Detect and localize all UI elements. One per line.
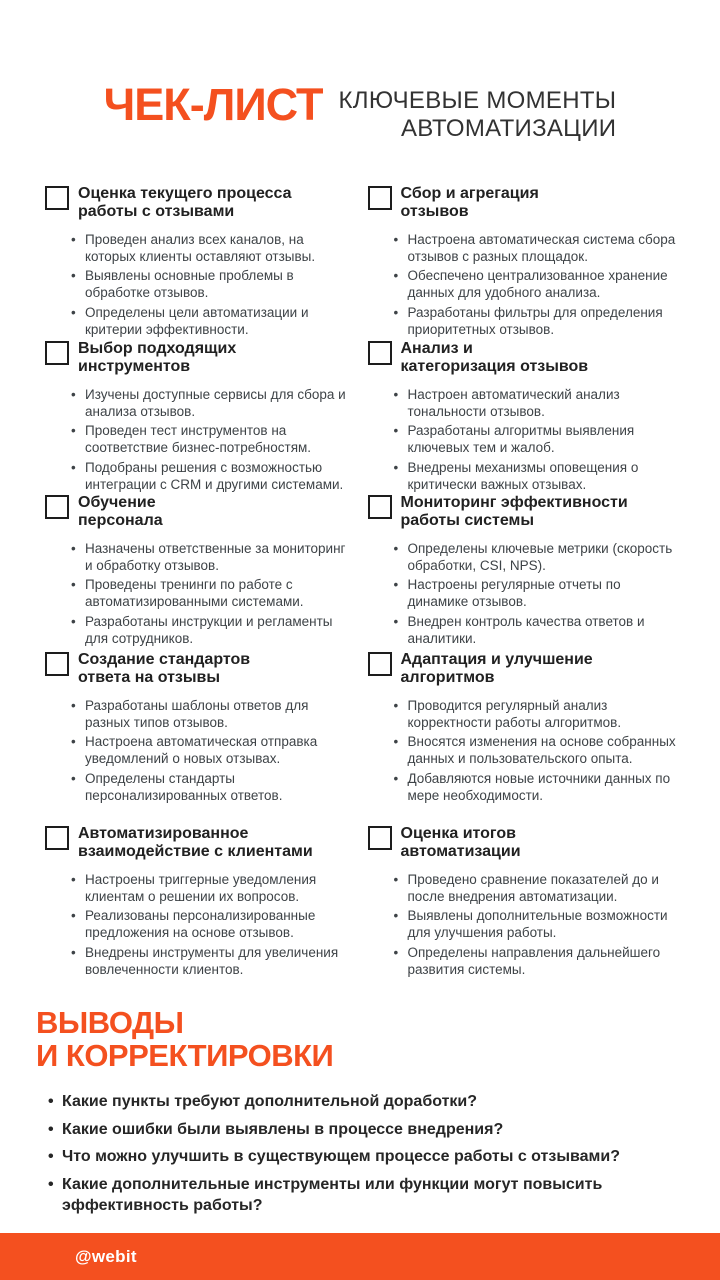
bullet: • Обеспечено централизованное хранение данных для удобного анализа. <box>408 268 679 301</box>
conclusions-title-line: ВЫВОДЫ <box>36 1005 184 1041</box>
title-line: работы системы <box>400 512 535 530</box>
page-header <box>0 0 720 143</box>
title-line: отзывов <box>400 203 469 221</box>
item-head <box>368 651 679 687</box>
question: • Что можно улучшить в существующем процессе работы с отзывами? <box>62 1146 662 1168</box>
item-checkbox[interactable] <box>45 826 69 850</box>
footer-bar <box>0 1233 720 1280</box>
title-line: работы с отзывами <box>78 203 235 221</box>
item-checkbox[interactable] <box>45 341 69 365</box>
bullet: • Выявлены основные проблемы в обработке отзывов. <box>85 268 356 301</box>
title-line: инструментов <box>78 358 191 376</box>
subtitle-line: КЛЮЧЕВЫЕ МОМЕНТЫ <box>338 87 617 114</box>
bullet-list <box>45 872 356 978</box>
checklist-item <box>45 651 356 825</box>
checklist-item-title <box>401 340 589 376</box>
title-line: Создание стандартов <box>78 651 251 669</box>
bullet-list <box>368 387 679 493</box>
bullet: • Внедрены инструменты для увеличения вовлеченности клиентов. <box>85 945 356 978</box>
title-line: персонала <box>78 512 163 530</box>
bullet: • Подобраны решения с возможностью интеграции с CRM и другими системами. <box>85 460 356 493</box>
bullet: • Определены направления дальнейшего развития системы. <box>408 945 679 978</box>
bullet: • Настроен автоматический анализ тональности отзывов. <box>408 387 679 420</box>
item-checkbox[interactable] <box>368 186 392 210</box>
title-line: ответа на отзывы <box>78 669 221 687</box>
bullet: • Разработаны фильтры для определения приоритетных отзывов. <box>408 305 679 338</box>
bullet: • Выявлены дополнительные возможности для улучшения работы. <box>408 908 679 941</box>
page-subtitle <box>339 86 617 143</box>
bullet: • Проведен тест инструментов на соответствие бизнес-потребностям. <box>85 423 356 456</box>
checklist-item-title <box>401 825 521 861</box>
bullet: • Проводится регулярный анализ корректности работы алгоритмов. <box>408 698 679 731</box>
title-line: Автоматизированное <box>78 825 249 843</box>
checklist-item-title <box>401 185 539 221</box>
bullet: • Настроена автоматическая система сбора отзывов с разных площадок. <box>408 232 679 265</box>
question: • Какие дополнительные инструменты или функции могут повысить эффективность работы? <box>62 1174 662 1217</box>
bullet: • Изучены доступные сервисы для сбора и анализа отзывов. <box>85 387 356 420</box>
checklist-item <box>368 494 679 651</box>
bullet: • Настроена автоматическая отправка уведомлений о новых отзывах. <box>85 734 356 767</box>
bullet: • Настроены регулярные отчеты по динамике отзывов. <box>408 577 679 610</box>
title-line: Обучение <box>78 494 156 512</box>
checklist-item <box>368 340 679 494</box>
bullet-list <box>368 232 679 338</box>
item-checkbox[interactable] <box>368 495 392 519</box>
bullet: • Проведены тренинги по работе с автоматизированными системами. <box>85 577 356 610</box>
bullet-list <box>368 698 679 804</box>
checklist-item <box>368 651 679 825</box>
bullet: • Внедрены механизмы оповещения о критически важных отзывах. <box>408 460 679 493</box>
checklist-grid <box>0 185 720 981</box>
checklist-item <box>45 494 356 651</box>
item-checkbox[interactable] <box>368 652 392 676</box>
bullet: • Назначены ответственные за мониторинг и обработку отзывов. <box>85 541 356 574</box>
checklist-item-title <box>78 494 163 530</box>
bullet: • Проведено сравнение показателей до и после внедрения автоматизации. <box>408 872 679 905</box>
title-line: Мониторинг эффективности <box>400 494 628 512</box>
bullet-list <box>368 872 679 978</box>
question: • Какие ошибки были выявлены в процессе внедрения? <box>62 1119 662 1141</box>
question: • Какие пункты требуют дополнительной доработки? <box>62 1091 662 1113</box>
conclusions-section <box>0 981 720 1217</box>
item-checkbox[interactable] <box>45 186 69 210</box>
bullet: • Определены стандарты персонализированных ответов. <box>85 771 356 804</box>
bullet: • Реализованы персонализированные предложения на основе отзывов. <box>85 908 356 941</box>
title-line: Анализ и <box>400 340 473 358</box>
title-line: автоматизации <box>400 843 521 861</box>
checklist-item-title <box>78 651 250 687</box>
checklist-item-title <box>78 340 236 376</box>
bullet: • Добавляются новые источники данных по мере необходимости. <box>408 771 679 804</box>
title-line: категоризация отзывов <box>400 358 589 376</box>
item-head <box>368 340 679 376</box>
title-line: Оценка итогов <box>400 825 516 843</box>
item-head <box>45 340 356 376</box>
bullet: • Разработаны инструкции и регламенты для сотрудников. <box>85 614 356 647</box>
item-head <box>45 651 356 687</box>
subtitle-line: АВТОМАТИЗАЦИИ <box>400 115 617 143</box>
item-head <box>368 494 679 530</box>
checklist-item <box>45 825 356 981</box>
item-head <box>368 825 679 861</box>
title-line: Сбор и агрегация <box>400 185 539 203</box>
item-checkbox[interactable] <box>368 826 392 850</box>
bullet: • Внедрен контроль качества ответов и аналитики. <box>408 614 679 647</box>
bullet: • Проведен анализ всех каналов, на которых клиенты оставляют отзывы. <box>85 232 356 265</box>
bullet-list <box>45 541 356 647</box>
bullet-list <box>45 232 356 338</box>
item-head <box>368 185 679 221</box>
bullet-list <box>45 698 356 804</box>
bullet: • Разработаны алгоритмы выявления ключевых тем и жалоб. <box>408 423 679 456</box>
bullet: • Вносятся изменения на основе собранных данных и пользовательского опыта. <box>408 734 679 767</box>
title-line: Адаптация и улучшение <box>400 651 593 669</box>
title-line: взаимодействие с клиентами <box>78 843 313 861</box>
checklist-item <box>45 185 356 340</box>
checklist-item-title <box>401 494 628 530</box>
conclusions-title-line: И КОРРЕКТИРОВКИ <box>36 1038 334 1074</box>
bullet: • Разработаны шаблоны ответов для разных типов отзывов. <box>85 698 356 731</box>
title-line: Выбор подходящих <box>78 340 237 358</box>
bullet: • Определены цели автоматизации и критерии эффективности. <box>85 305 356 338</box>
bullet: • Настроены триггерные уведомления клиентам о решении их вопросов. <box>85 872 356 905</box>
item-head <box>45 825 356 861</box>
social-handle: @webit <box>75 1246 137 1266</box>
checklist-item-title <box>401 651 593 687</box>
page-title: ЧЕК-ЛИСТ <box>103 79 323 130</box>
conclusions-title <box>36 1007 680 1073</box>
checklist-item <box>45 340 356 494</box>
item-checkbox[interactable] <box>368 341 392 365</box>
checklist-item-title <box>78 825 313 861</box>
title-line: алгоритмов <box>400 669 495 687</box>
item-checkbox[interactable] <box>45 495 69 519</box>
bullet-list <box>45 387 356 493</box>
item-head <box>45 494 356 530</box>
title-line: Оценка текущего процесса <box>78 185 292 203</box>
bullet: • Определены ключевые метрики (скорость обработки, CSI, NPS). <box>408 541 679 574</box>
checklist-item <box>368 825 679 981</box>
questions-list <box>36 1091 680 1217</box>
item-head <box>45 185 356 221</box>
checklist-item-title <box>78 185 292 221</box>
bullet-list <box>368 541 679 647</box>
checklist-item <box>368 185 679 340</box>
item-checkbox[interactable] <box>45 652 69 676</box>
